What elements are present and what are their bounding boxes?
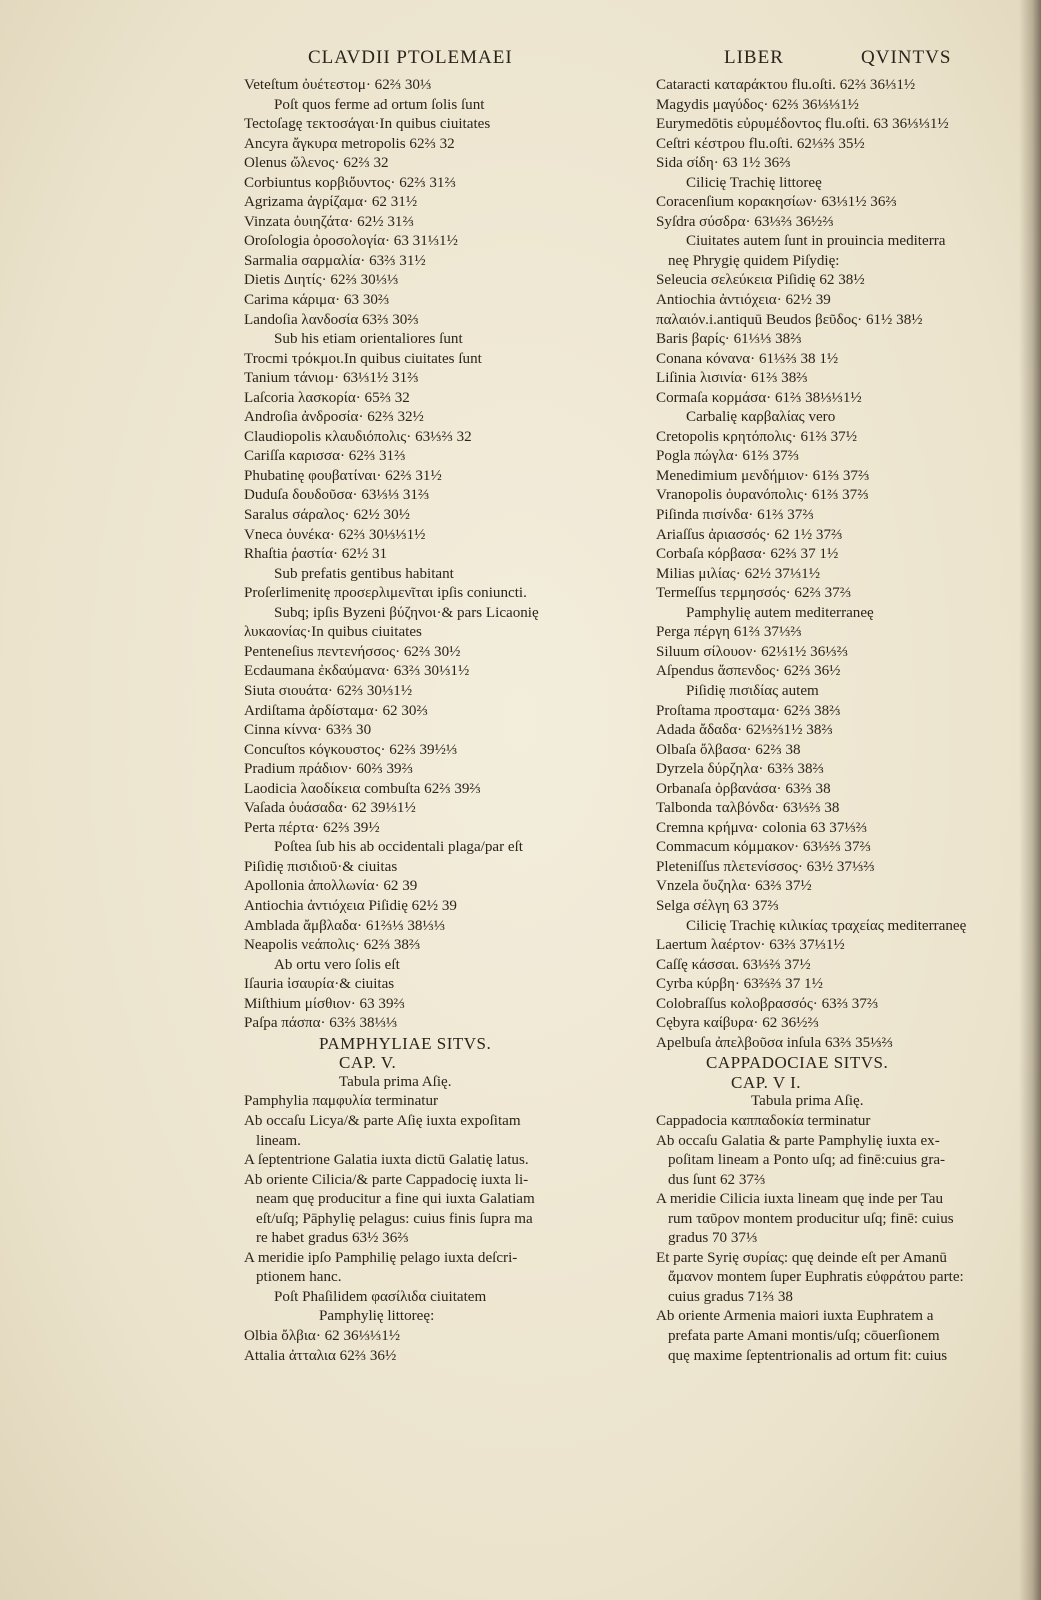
text-line: CAP. V I. — [731, 1072, 802, 1092]
text-line: Cataracti καταράκτου flu.oſti. 62⅔ 36⅓1½ — [656, 77, 916, 93]
text-line: Dyrzela δύρζηλα· 63⅔ 38⅔ — [656, 761, 824, 778]
text-line: παλαιόν.i.antiquū Beudos βεῦδος· 61½ 38½ — [656, 311, 923, 328]
text-line: Olbaſa ὄλβασα· 62⅔ 38 — [656, 741, 801, 758]
text-line: Vnzela ὄυζηλα· 63⅔ 37½ — [656, 878, 812, 895]
text-line: Proſtama προσταμα· 62⅔ 38⅔ — [656, 702, 841, 719]
text-line: Caſſę κάσσαι. 63⅓⅔ 37½ — [656, 956, 811, 973]
text-line: Menedimium μενδήμιον· 61⅔ 37⅔ — [656, 467, 870, 484]
text-line: Subq; ipſis Byzeni βύζηνοι·& pars Licaonię — [274, 604, 539, 621]
text-line: Laodicia λαοδίκεια combuſta 62⅔ 39⅔ — [244, 780, 481, 797]
text-line: Cyrba κύρβη· 63⅔⅔ 37 1½ — [656, 976, 823, 993]
text-line: Agrizama ἀγρίζαμα· 62 31½ — [244, 194, 418, 211]
text-line: Ariaſſus ἀριασσός· 62 1½ 37⅔ — [656, 526, 843, 543]
text-line: Iſauria ἰσαυρία·& ciuitas — [244, 976, 395, 993]
text-line: Cretopolis κρητόπολις· 61⅔ 37½ — [656, 428, 858, 445]
text-line: A meridie ipſo Pamphilię pelago iuxta deſcri- — [244, 1249, 518, 1266]
text-line: Duduſa δουδοῦσα· 63⅓⅓ 31⅔ — [244, 487, 430, 504]
text-line: Pogla πώγλα· 61⅔ 37⅔ — [656, 448, 800, 465]
text-line: A meridie Cilicia iuxta lineam quę inde per Tau — [656, 1191, 944, 1208]
text-line: Conana κόνανα· 61⅓⅔ 38 1½ — [656, 350, 839, 367]
text-line: Poſtea ſub his ab occidentali plaga/par eſt — [274, 839, 523, 856]
text-line: Eurymedōtis εὐρυμέδοντος flu.oſti. 63 36⅓⅓1½ — [656, 116, 949, 133]
text-line: eſt/uſq; Pāphylię pelagus: cuius finis ſupra ma — [256, 1210, 533, 1227]
text-line: CAPPADOCIAE SITVS. — [706, 1053, 889, 1073]
text-line: ptionem hanc. — [256, 1269, 342, 1286]
text-line: Carima κάριμα· 63 30⅔ — [244, 292, 390, 309]
text-line: Miſthium μίσθιον· 63 39⅔ — [244, 995, 405, 1012]
text-line: poſitam lineam a Ponto uſq; ad finē:cuius gra- — [668, 1152, 946, 1169]
text-line: Pamphylię littoreę: — [319, 1308, 435, 1325]
text-line: Termeſſus τερμησσός· 62⅔ 37⅔ — [656, 585, 852, 602]
text-line: neam quę producitur a fine qui iuxta Galatiam — [256, 1191, 535, 1208]
text-line: Androſia ἀνδροσία· 62⅔ 32½ — [244, 409, 424, 426]
text-line: Corbiuntus κορβιὄυντος· 62⅔ 31⅔ — [244, 174, 456, 191]
text-line: Cappadocia καππαδοκία terminatur — [656, 1112, 871, 1129]
text-line: Coracenſium κορακησίων· 63⅓1½ 36⅔ — [656, 194, 897, 211]
text-line: Sida σίδη· 63 1½ 36⅔ — [656, 155, 791, 172]
text-line: Milias μιλίας· 62½ 37⅓1½ — [656, 565, 821, 582]
text-line: Sub prefatis gentibus habitant — [274, 565, 454, 582]
text-line: lineam. — [256, 1132, 301, 1149]
text-line: Amblada ἄμβλαδα· 61⅔⅓ 38⅓⅓ — [244, 917, 446, 934]
text-line: Ab occaſu Galatia & parte Pamphylię iuxta ex- — [656, 1132, 940, 1149]
text-line: Pradium πράδιον· 60⅔ 39⅔ — [244, 761, 413, 778]
text-line: Corbaſa κόρβασα· 62⅔ 37 1½ — [656, 546, 839, 563]
text-line: Cębyra καίβυρα· 62 36½⅔ — [656, 1015, 819, 1032]
text-line: Ancyra ἄγκυρα metropolis 62⅔ 32 — [244, 135, 455, 152]
page-gutter-shadow — [1019, 0, 1041, 1600]
text-line: Carbalię καρβαλίας vero — [686, 409, 836, 426]
text-line: Ab oriente Armenia maiori iuxta Euphratem a — [656, 1308, 934, 1325]
text-line: Sub his etiam orientaliores ſunt — [274, 331, 463, 348]
text-line: Ciuitates autem ſunt in prouincia mediterra — [686, 233, 946, 250]
text-line: quę maxime ſeptentrionalis ad ortum fit: cuius — [668, 1347, 948, 1364]
text-line: Baris βαρίς· 61⅓⅓ 38⅔ — [656, 331, 802, 348]
text-line: neę Phrygię quidem Piſydię: — [668, 252, 840, 269]
running-head-book-number: QVINTVS — [861, 47, 952, 68]
text-line: Tabula prima Aſię. — [339, 1073, 452, 1090]
text-line: Tanium τάνιομ· 63⅓1½ 31⅔ — [244, 370, 419, 387]
text-line: Penteneſius πεντενήσσος· 62⅔ 30½ — [244, 643, 461, 660]
text-line: Laertum λαέρτον· 63⅔ 37⅓1½ — [656, 937, 845, 954]
text-line: Vneca ὀυνέκα· 62⅔ 30⅓⅓1½ — [244, 526, 426, 543]
text-line: re habet gradus 63½ 36⅔ — [256, 1230, 409, 1247]
text-line: Tectoſagę τεκτοσάγαι·In quibus ciuitates — [244, 116, 491, 133]
text-line: prefata parte Amani montis/uſq; cōuerſionem — [668, 1328, 940, 1344]
text-line: Ab occaſu Licya/& parte Aſię iuxta expoſitam — [244, 1112, 521, 1129]
right-text-column — [656, 76, 1016, 1366]
text-line: Olbia ὄλβια· 62 36⅓⅓1½ — [244, 1328, 401, 1344]
text-line: Selga σέλγη 63 37⅔ — [656, 897, 779, 914]
text-line: Talbonda ταλβόνδα· 63⅓⅔ 38 — [656, 800, 840, 817]
text-line: Trocmi τρόκμοι.In quibus ciuitates ſunt — [244, 350, 482, 367]
text-line: Pamphylię autem mediterraneę — [686, 604, 874, 621]
text-line: gradus 70 37⅓ — [668, 1230, 758, 1247]
text-line: Aſpendus ἄσπενδος· 62⅔ 36½ — [656, 663, 841, 680]
text-line: Vaſada ὀυάσαδα· 62 39⅓1½ — [244, 800, 416, 817]
text-line: Paſpa πάσπα· 63⅔ 38⅓⅓ — [244, 1015, 398, 1032]
text-line: Olenus ὤλενος· 62⅔ 32 — [244, 155, 389, 172]
text-line: cuius gradus 71⅔ 38 — [668, 1288, 793, 1305]
text-line: Vranopolis ὀυρανόπολις· 61⅔ 37⅔ — [656, 487, 869, 504]
text-line: Siuta σιουάτα· 62⅔ 30⅓1½ — [244, 682, 413, 699]
text-line: Pleteniſſus πλετενίσσος· 63½ 37⅓⅔ — [656, 858, 875, 875]
text-line: Laſcoria λασκορία· 65⅔ 32 — [244, 389, 410, 406]
text-line: Cilicię Trachię littoreę — [686, 174, 822, 191]
text-line: Tabula prima Aſię. — [751, 1093, 864, 1110]
text-line: Veteſtum ὀυέτεστομ· 62⅔ 30⅓ — [244, 77, 432, 93]
text-line: Ecdaumana ἐκδαύμανα· 63⅔ 30⅓1½ — [244, 663, 470, 680]
text-line: Cariſſa καρισσα· 62⅔ 31⅔ — [244, 448, 406, 465]
text-line: Rhaſtia ῥαστία· 62½ 31 — [244, 546, 388, 563]
text-line: Saralus σάραλος· 62½ 30½ — [244, 507, 410, 524]
text-line: Perga πέργη 61⅔ 37⅓⅔ — [656, 624, 802, 641]
text-line: Piſinda πισίνδα· 61⅔ 37⅔ — [656, 507, 814, 524]
text-line: Cremna κρήμνα· colonia 63 37⅓⅔ — [656, 819, 868, 836]
text-line: Ardiſtama ἀρδίσταμα· 62 30⅔ — [244, 702, 428, 719]
running-head-author: CLAVDII PTOLEMAEI — [308, 47, 513, 68]
text-line: Vinzata ὀυιηζάτα· 62½ 31⅔ — [244, 213, 414, 230]
text-line: Attalia ἀτταλια 62⅔ 36½ — [244, 1347, 397, 1364]
text-line: λυκαονίας·In quibus ciuitates — [244, 624, 422, 641]
running-head-book: LIBER — [724, 47, 784, 68]
text-line: Commacum κόμμακον· 63⅓⅔ 37⅔ — [656, 839, 871, 856]
text-line: ἄμανον montem ſuper Euphratis εὐφράτου parte: — [668, 1269, 964, 1286]
text-line: Poſt quos ferme ad ortum ſolis ſunt — [274, 96, 485, 113]
text-line: Seleucia σελεύκεια Piſidię 62 38½ — [656, 272, 865, 289]
text-line: Siluum σίλουον· 62⅓1½ 36⅓⅔ — [656, 643, 848, 660]
text-line: Ab ortu vero ſolis eſt — [274, 956, 400, 973]
text-line: Antiochia ἀντιόχεια· 62½ 39 — [656, 292, 831, 309]
text-line: Cinna κίννα· 63⅔ 30 — [244, 722, 372, 739]
text-line: Ceſtri κέστρου flu.oſti. 62⅓⅔ 35½ — [656, 135, 865, 152]
text-line: Piſidię πισιδιοῦ·& ciuitas — [244, 858, 398, 875]
text-line: Claudiopolis κλαυδιόπολις· 63⅓⅔ 32 — [244, 428, 472, 445]
text-line: Dietis Διητίς· 62⅔ 30⅓⅓ — [244, 272, 399, 289]
text-line: Ab oriente Cilicia/& parte Cappadocię iuxta li- — [244, 1171, 529, 1188]
text-line: Apelbuſa ἀπελβοῦσα inſula 63⅔ 35⅓⅔ — [656, 1034, 893, 1051]
text-line: CAP. V. — [339, 1053, 397, 1073]
text-line: Orbanaſa ὀρβανάσα· 63⅔ 38 — [656, 780, 831, 797]
text-line: Piſidię πισιδίας autem — [686, 682, 819, 699]
text-line: rum ταῦρον montem producitur uſq; finē: cuius — [668, 1210, 954, 1227]
left-text-column — [244, 76, 604, 1366]
text-line: Landoſia λανδοσία 63⅔ 30⅔ — [244, 311, 419, 328]
text-line: Apollonia ἀπολλωνία· 62 39 — [244, 878, 418, 895]
text-line: Adada ἄδαδα· 62⅓⅔1½ 38⅔ — [656, 722, 833, 739]
text-line: Sarmalia σαρμαλία· 63⅔ 31½ — [244, 252, 426, 269]
text-line: dus ſunt 62 37⅔ — [668, 1171, 766, 1188]
text-line: Phubatinę φουβατίναι· 62⅔ 31½ — [244, 467, 442, 484]
text-line: Perta πέρτα· 62⅔ 39½ — [244, 819, 380, 836]
text-line: Concuſtos κόγκουστος· 62⅔ 39½⅓ — [244, 741, 458, 758]
text-line: Antiochia ἀντιόχεια Piſidię 62½ 39 — [244, 897, 457, 914]
text-line: Liſinia λισινία· 61⅔ 38⅔ — [656, 370, 808, 387]
text-line: Magydis μαγύδος· 62⅔ 36⅓⅓1½ — [656, 96, 859, 113]
text-line: Cormaſa κορμάσα· 61⅔ 38⅓⅓1½ — [656, 389, 862, 406]
text-line: Proſerlimenitę προσερλιμενῖται ipſis coniuncti. — [244, 585, 527, 602]
text-line: Colobraſſus κολοβρασσός· 63⅔ 37⅔ — [656, 995, 879, 1012]
text-line: PAMPHYLIAE SITVS. — [319, 1033, 492, 1053]
text-line: A ſeptentrione Galatia iuxta dictū Galatię latus. — [244, 1152, 529, 1169]
text-line: Et parte Syrię συρίας: quę deinde eſt per Amanū — [656, 1249, 947, 1266]
text-line: Neapolis νεάπολις· 62⅔ 38⅔ — [244, 937, 421, 954]
text-line: Oroſologia ὀροσολογία· 63 31⅓1½ — [244, 233, 458, 250]
text-line: Pamphylia παμφυλία terminatur — [244, 1093, 439, 1110]
text-line: Poſt Phaſilidem φασίλιδα ciuitatem — [274, 1288, 487, 1305]
text-line: Syſdra σύσδρα· 63⅓⅔ 36½⅔ — [656, 213, 834, 230]
text-line: Cilicię Trachię κιλικίας τραχείας mediterraneę — [686, 917, 967, 934]
